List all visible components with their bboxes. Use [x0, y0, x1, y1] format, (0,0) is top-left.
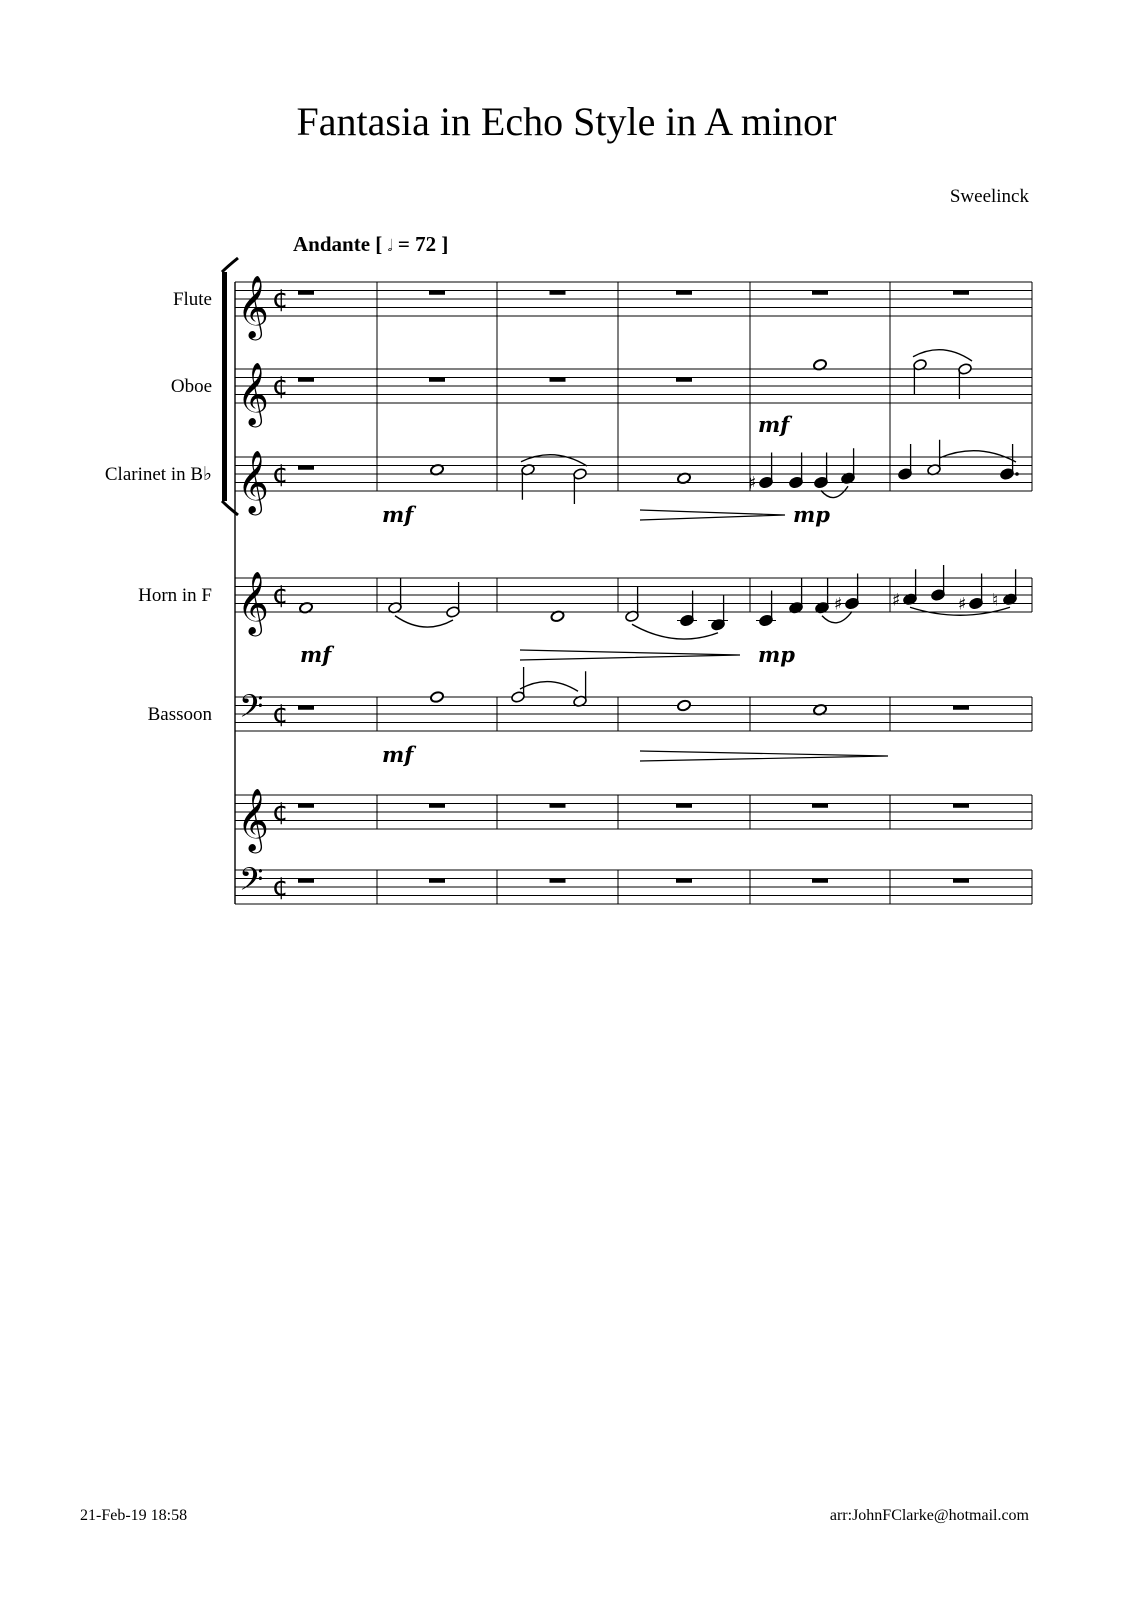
- accidental-icon: ♮: [992, 590, 999, 611]
- whole-rest: [812, 291, 828, 295]
- whole-rest: [676, 378, 692, 382]
- whole-rest: [429, 291, 445, 295]
- whole-rest: [298, 804, 314, 808]
- page-title: Fantasia in Echo Style in A minor: [296, 99, 837, 144]
- bass-clef-icon: 𝄢: [239, 688, 264, 732]
- dynamic-marking: mp: [793, 502, 830, 527]
- whole-rest: [953, 879, 969, 883]
- dynamic-marking: mf: [382, 502, 414, 527]
- whole-rest: [550, 879, 566, 883]
- treble-clef-icon: 𝄞: [237, 362, 269, 425]
- time-signature: ¢: [272, 580, 289, 610]
- slur: [395, 616, 453, 627]
- diminuendo-hairpin: [640, 510, 785, 520]
- bass-clef-icon: 𝄢: [239, 861, 264, 905]
- slur: [521, 455, 587, 466]
- whole-rest: [298, 378, 314, 382]
- group-bracket: [222, 272, 227, 501]
- slur: [821, 486, 848, 497]
- dynamic-marking: mf: [758, 412, 790, 437]
- slur: [913, 350, 972, 361]
- whole-rest: [953, 706, 969, 710]
- whole-rest: [298, 879, 314, 883]
- instrument-name: Flute: [172, 289, 212, 310]
- whole-rest: [676, 291, 692, 295]
- whole-rest: [550, 378, 566, 382]
- footer-arranger: arr:JohnFClarke@hotmail.com: [829, 1507, 1029, 1524]
- dynamic-marking: mp: [758, 642, 795, 667]
- diminuendo-hairpin: [640, 751, 888, 761]
- whole-rest: [298, 706, 314, 710]
- whole-rest: [550, 804, 566, 808]
- accidental-icon: ♯: [892, 590, 901, 611]
- tempo-close-bracket: ]: [441, 232, 449, 256]
- whole-rest: [550, 291, 566, 295]
- whole-rest: [953, 291, 969, 295]
- time-signature: ¢: [272, 872, 289, 902]
- composer-name: Sweelinck: [949, 186, 1029, 207]
- accidental-icon: ♯: [748, 473, 757, 494]
- slur: [940, 451, 1016, 462]
- whole-rest: [812, 804, 828, 808]
- instrument-name: Oboe: [170, 376, 212, 397]
- whole-rest: [676, 804, 692, 808]
- dot: [1015, 472, 1019, 476]
- whole-rest: [812, 879, 828, 883]
- whole-rest: [298, 466, 314, 470]
- instrument-name: Bassoon: [147, 704, 212, 725]
- accidental-icon: ♯: [958, 594, 967, 615]
- treble-clef-icon: 𝄞: [237, 450, 269, 513]
- diminuendo-hairpin: [520, 650, 740, 660]
- whole-rest: [676, 879, 692, 883]
- dynamic-marking: mf: [300, 642, 332, 667]
- whole-rest: [429, 804, 445, 808]
- time-signature: ¢: [272, 371, 289, 401]
- time-signature: ¢: [272, 797, 289, 827]
- time-signature: ¢: [272, 699, 289, 729]
- time-signature: ¢: [272, 459, 289, 489]
- dynamic-marking: mf: [382, 742, 414, 767]
- instrument-name: Clarinet in B♭: [104, 464, 212, 485]
- slur: [520, 682, 578, 692]
- notehead: [677, 699, 692, 712]
- treble-clef-icon: 𝄞: [237, 788, 269, 851]
- whole-rest: [429, 378, 445, 382]
- half-note-icon: 𝅗𝅥: [387, 238, 393, 255]
- whole-rest: [298, 291, 314, 295]
- tempo-value: = 72: [397, 232, 437, 256]
- notehead: [430, 691, 445, 704]
- footer-date: 21-Feb-19 18:58: [80, 1507, 188, 1524]
- instrument-name: Horn in F: [138, 585, 212, 606]
- accidental-icon: ♯: [834, 594, 843, 615]
- treble-clef-icon: 𝄞: [237, 571, 269, 634]
- bracket-top: [222, 258, 238, 272]
- treble-clef-icon: 𝄞: [237, 275, 269, 338]
- time-signature: ¢: [272, 284, 289, 314]
- staff-group: [105, 258, 1032, 905]
- whole-rest: [429, 879, 445, 883]
- tempo-open-bracket: [: [375, 232, 383, 256]
- tempo-word: Andante: [293, 232, 371, 256]
- slur: [632, 624, 718, 639]
- whole-rest: [953, 804, 969, 808]
